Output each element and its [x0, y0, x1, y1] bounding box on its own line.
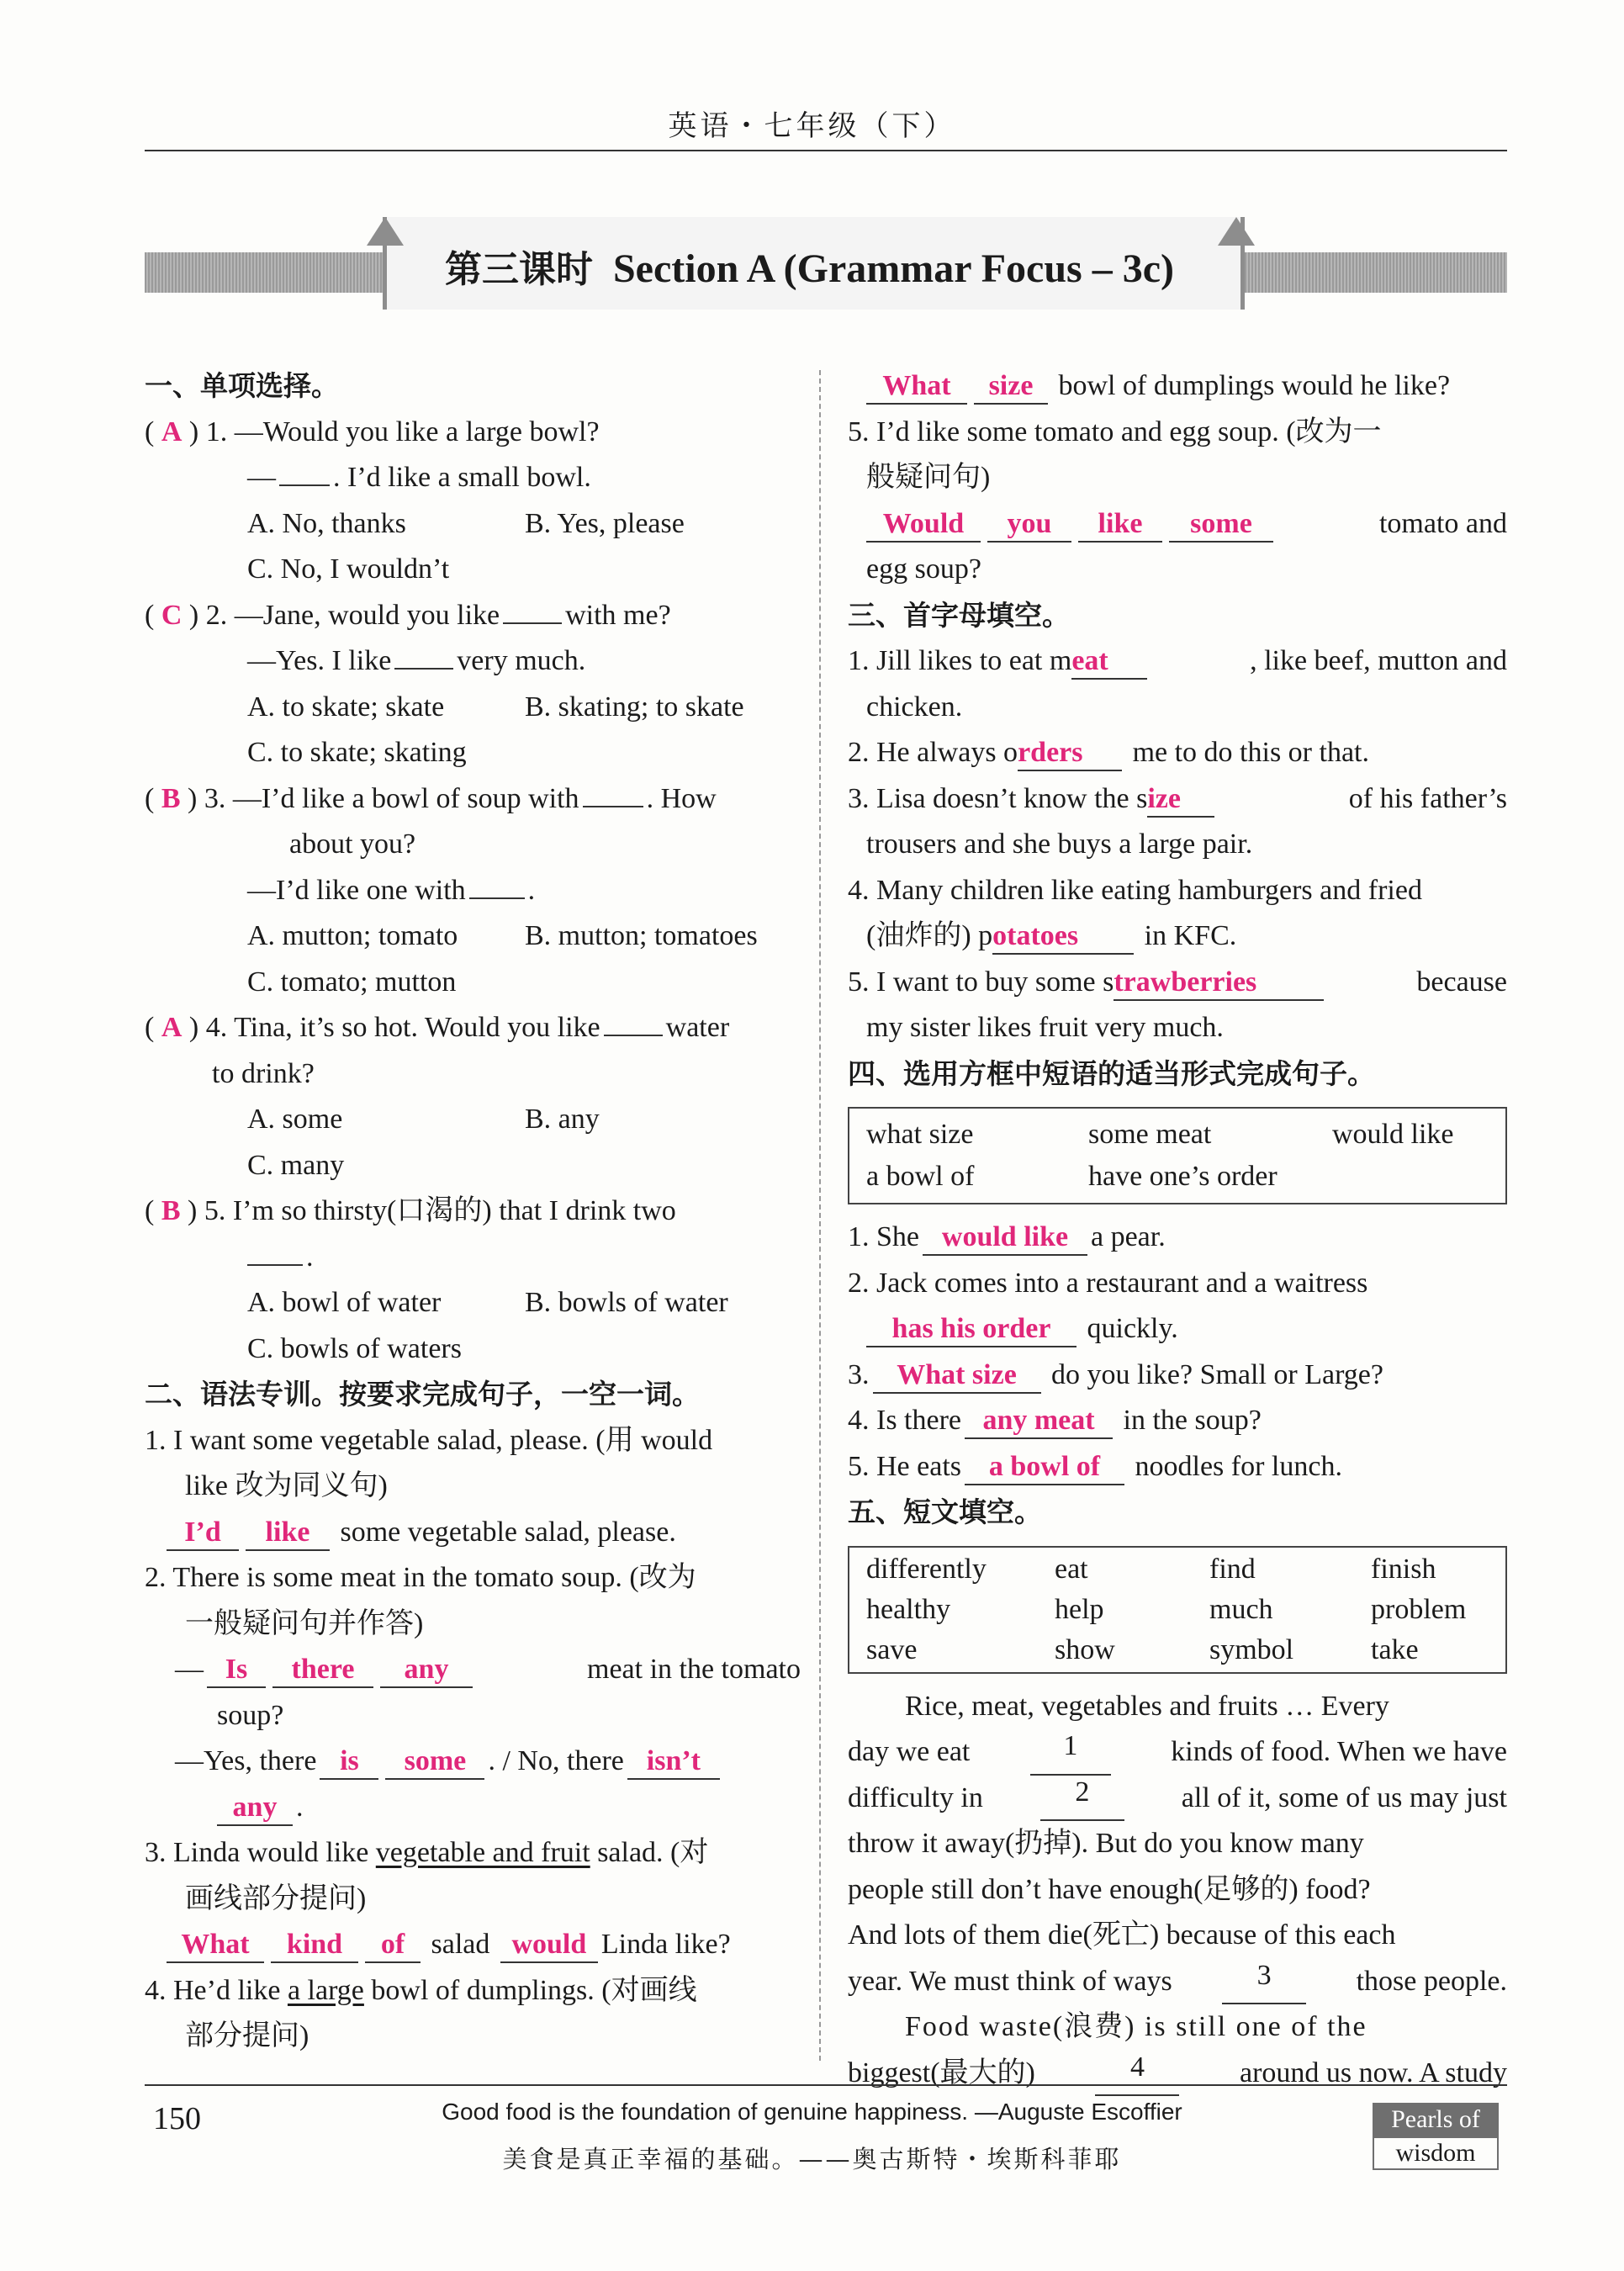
- s1-q4-option-c: C. many: [247, 1149, 345, 1181]
- s5-p3a: difficulty in: [848, 1781, 983, 1813]
- s1-q2-answer: C: [161, 599, 183, 631]
- s3-q4-post: in KFC.: [1144, 920, 1237, 951]
- s1-q3-option-c: C. tomato; mutton: [247, 966, 457, 998]
- s3-q1-line2: chicken.: [866, 691, 963, 723]
- section-2-heading: 二、语法专训。按要求完成句子，一空一词。: [145, 1378, 700, 1411]
- s1-q5-stem: ( B ) 5. I’m so thirsty(口渴的) that I drink two: [145, 1195, 676, 1226]
- s2-q2-blank6: [627, 1744, 720, 1780]
- s1-q2-stem: ( C ) 2. —Jane, would you like with me?: [145, 599, 671, 631]
- s3-q3-line2: trousers and she buys a large pair.: [866, 828, 1253, 860]
- s3-q5-blank: [1114, 966, 1324, 1001]
- s4-q2-line1: 2. Jack comes into a restaurant and a waitress: [848, 1267, 1368, 1299]
- s2-q2-blank4: [320, 1744, 378, 1780]
- s1-q4-text: ) 4. Tina, it’s so hot. Would you like: [188, 1012, 600, 1043]
- s1-q3-text: ) 3. —I’d like a bowl of soup with: [188, 782, 579, 814]
- s2-q5-stem2: 般疑问句): [866, 462, 991, 493]
- s3-q2-blank: [1018, 736, 1122, 771]
- s5-word-healthy: healthy: [866, 1593, 951, 1625]
- s3-q5-pre: 5. I want to buy some s: [848, 966, 1114, 998]
- s5-word-show: show: [1055, 1633, 1115, 1665]
- s5-blank-4: [1095, 2051, 1179, 2097]
- s5-blank-2: [1040, 1776, 1124, 1822]
- s1-q5-option-c: C. bowls of waters: [247, 1332, 462, 1364]
- s2-q2-stem: 2. There is some meat in the tomato soup. (改为: [145, 1562, 696, 1593]
- column-divider: [819, 370, 821, 2061]
- s1-q3-blank2: [469, 897, 525, 899]
- s5-p2a: day we eat: [848, 1736, 971, 1767]
- s1-q1-option-b: B. Yes, please: [525, 507, 685, 539]
- s2-q4-stem: [145, 1968, 801, 2014]
- s5-box-row3: [866, 1630, 1489, 1670]
- s2-q3-mid: salad: [431, 1929, 490, 1960]
- s5-blank-3-number: 3: [1256, 1959, 1272, 1991]
- s4-box-row2: [866, 1156, 1489, 1198]
- section-5-heading: 五、短文填空。: [848, 1495, 1042, 1528]
- s2-q2-reply-line: [145, 1739, 801, 1785]
- s1-q5-options: [145, 1280, 801, 1326]
- s2-q3-blank2: [271, 1928, 358, 1963]
- s1-q3-answer: B: [161, 782, 181, 814]
- s1-q1-line2: [145, 455, 801, 501]
- s5-blank-2-number: 2: [1075, 1776, 1090, 1808]
- s1-q3-option-b: B. mutton; tomatoes: [525, 920, 758, 951]
- s5-word-problem: problem: [1371, 1593, 1467, 1625]
- s2-q1-blank2: [246, 1516, 330, 1551]
- s5-passage-line4: throw it away(扔掉). But do you know many: [848, 1828, 1364, 1859]
- s2-q5-tail2: egg soup?: [866, 553, 981, 585]
- s4-q1-post: a pear.: [1091, 1221, 1166, 1252]
- s4-q3-pre: 3.: [848, 1358, 870, 1390]
- s4-phrase-what-size: what size: [866, 1119, 974, 1150]
- s3-q4-pre: (油炸的) p: [866, 920, 993, 951]
- s2-q2-answer6: isn’t: [646, 1745, 701, 1776]
- s4-q2-line2: [848, 1306, 1507, 1353]
- s1-q5-answer: B: [161, 1195, 181, 1226]
- footer-quote-zh: 美食是真正幸福的基础。——奥古斯特・埃斯科菲耶: [502, 2145, 1122, 2173]
- s1-q2-text-tail: with me?: [565, 599, 671, 631]
- s2-q2-blank2: [272, 1653, 373, 1688]
- s1-q1-blank: [279, 484, 330, 486]
- s2-q4-answer1: What: [882, 370, 951, 401]
- s4-phrase-would-like: would like: [1332, 1119, 1454, 1150]
- section-4-heading: 四、选用方框中短语的适当形式完成句子。: [848, 1056, 1375, 1090]
- s2-q5-blank4: [1169, 507, 1273, 543]
- s4-q3-answer: What size: [897, 1358, 1017, 1390]
- s2-q3-tail: Linda like?: [600, 1929, 731, 1960]
- s5-word-much: much: [1209, 1593, 1273, 1625]
- s4-phrase-box: [848, 1107, 1507, 1204]
- s2-q1-blank1: [167, 1516, 239, 1551]
- s3-q1-front: [848, 638, 1151, 685]
- s4-q2-answer: has his order: [891, 1313, 1051, 1344]
- s4-q5: [848, 1444, 1507, 1490]
- s2-q2-blank7: [217, 1791, 293, 1826]
- s1-q2-line2-text: —Yes. I like: [247, 645, 392, 676]
- s5-word-box: [848, 1546, 1507, 1674]
- s2-q1-answer-line: [145, 1510, 801, 1556]
- s2-q4-post: bowl of dumplings. (对画线: [371, 1974, 697, 2006]
- s1-q5-blank: [247, 1264, 303, 1266]
- s5-passage-line5: people still don’t have enough(足够的) food?: [848, 1873, 1371, 1905]
- s2-q2-blank1: [207, 1653, 266, 1688]
- s1-q2-text: ) 2. —Jane, would you like: [188, 599, 500, 631]
- s3-q5-answer: trawberries: [1114, 966, 1257, 998]
- s5-passage-line2: [848, 1729, 1507, 1776]
- s5-p9a: biggest(最大的): [848, 2057, 1035, 2088]
- s2-q3-pre: 3. Linda would like: [145, 1837, 369, 1868]
- s4-q4-post: in the soup?: [1123, 1405, 1262, 1436]
- s3-q5-line2: my sister likes fruit very much.: [866, 1012, 1224, 1043]
- s3-q1-post: , like beef, mutton and: [1250, 645, 1507, 676]
- s2-q2-tail: meat in the tomato: [587, 1654, 801, 1685]
- s4-q4-pre: 4. Is there: [848, 1405, 962, 1436]
- s2-q2-no: . / No, there: [488, 1745, 624, 1776]
- s2-q2-answer2: there: [291, 1654, 355, 1685]
- s4-q3-blank: [873, 1358, 1041, 1394]
- s5-passage-line8: Food waste(浪费) is still one of the: [905, 2011, 1367, 2042]
- s1-q1-option-c: C. No, I wouldn’t: [247, 553, 450, 585]
- s3-q5: [848, 960, 1507, 1006]
- s2-q5-blank1: [866, 507, 981, 543]
- s5-p7a: year. We must think of ways: [848, 1965, 1172, 1997]
- s1-q1-stem: ( A ) 1. —Would you like a large bowl?: [145, 416, 600, 447]
- s4-q3-post: do you like? Small or Large?: [1051, 1358, 1383, 1390]
- s1-q2-blank1: [503, 622, 562, 624]
- s2-q4-pre: 4. He’d like: [145, 1974, 281, 2006]
- s2-q3-post: salad. (对: [597, 1837, 709, 1868]
- s1-q2-option-a: A. to skate; skate: [247, 691, 445, 723]
- s2-q2-answer5: some: [404, 1745, 467, 1776]
- s5-word-eat: eat: [1055, 1553, 1088, 1585]
- s5-word-symbol: symbol: [1209, 1633, 1294, 1665]
- s2-q5-answer1: Would: [882, 507, 965, 539]
- s1-q3-line2: about you?: [289, 828, 416, 860]
- s5-word-find: find: [1209, 1553, 1256, 1585]
- s2-q3-underlined: vegetable and fruit: [375, 1837, 590, 1868]
- s2-q2-dash: —: [175, 1654, 204, 1685]
- s3-q3-answer: ize: [1147, 782, 1181, 814]
- header-rule: [145, 150, 1507, 151]
- s1-q1-line2-text: . I’d like a small bowl.: [333, 462, 591, 493]
- s5-blank-1: [1030, 1729, 1111, 1776]
- s1-q3-line3: [145, 868, 801, 914]
- s4-q5-post: noodles for lunch.: [1135, 1450, 1342, 1482]
- s3-q4-line2: [848, 913, 1507, 960]
- s4-q2-post: quickly.: [1087, 1313, 1178, 1344]
- s3-q3-pre: 3. Lisa doesn’t know the s: [848, 782, 1148, 814]
- s1-q4-text-tail: water: [665, 1012, 730, 1043]
- s1-q1-text: ) 1. —Would you like a large bowl?: [188, 416, 600, 447]
- s5-passage-line3: [848, 1776, 1507, 1822]
- s4-q4-answer: any meat: [982, 1405, 1095, 1436]
- s5-p7b: those people.: [1356, 1965, 1507, 1997]
- s5-word-finish: finish: [1371, 1553, 1436, 1585]
- s2-q5-answer2: you: [1007, 507, 1052, 539]
- s1-q4-line2: to drink?: [212, 1057, 315, 1089]
- s2-q5-tail: tomato and: [1378, 507, 1507, 539]
- s2-q5-blank3: [1078, 507, 1162, 543]
- section-1-heading: 一、单项选择。: [145, 369, 339, 402]
- s5-p1: Rice, meat, vegetables and fruits … Every: [905, 1690, 1389, 1722]
- s2-q4-stem2: 部分提问): [185, 2020, 309, 2051]
- s3-q3-post: of his father’s: [1348, 782, 1507, 814]
- s2-q2-answer1: Is: [225, 1654, 248, 1685]
- s3-q2-pre: 2. He always o: [848, 737, 1018, 768]
- lesson-title: [383, 239, 1236, 293]
- s1-q5-line2-tail: .: [306, 1241, 314, 1273]
- s5-word-save: save: [866, 1633, 918, 1665]
- s2-q1-stem2: like 改为同义句): [185, 1470, 388, 1501]
- section-3-heading: 三、首字母填空。: [848, 598, 1070, 632]
- s1-q3-stem: ( B ) 3. —I’d like a bowl of soup with . How: [145, 782, 717, 814]
- s2-q2-question-line: [145, 1647, 801, 1693]
- running-header: 英语・七年级（下）: [668, 109, 956, 143]
- s3-q2-answer: rders: [1018, 737, 1083, 768]
- s1-q5-line2: [145, 1235, 801, 1281]
- s1-q1-options: [145, 501, 801, 548]
- s4-phrase-a-bowl-of: a bowl of: [866, 1161, 975, 1192]
- s5-word-take: take: [1371, 1633, 1419, 1665]
- s1-q2-line2-tail: very much.: [457, 645, 586, 676]
- s4-box-row1: [866, 1114, 1489, 1156]
- s2-q2-end: .: [296, 1791, 304, 1823]
- s1-q2-option-c: C. to skate; skating: [247, 737, 467, 768]
- s3-q4-blank: [992, 919, 1134, 955]
- s5-p9b: around us now. A study: [1240, 2057, 1507, 2088]
- s1-q4-option-b: B. any: [525, 1104, 600, 1135]
- s2-q4-tail: bowl of dumplings would he like?: [1058, 370, 1451, 401]
- pearls-of-wisdom-label-top: Pearls of: [1373, 2103, 1499, 2136]
- s1-q2-line2: [145, 638, 801, 685]
- s4-q1-answer: would like: [941, 1221, 1069, 1252]
- s4-q5-blank: [965, 1450, 1124, 1485]
- s1-q4-option-a: A. some: [247, 1104, 343, 1135]
- s5-word-differently: differently: [866, 1553, 987, 1585]
- s2-q5-blanks: [866, 501, 1277, 548]
- s4-q2-blank: [866, 1312, 1076, 1347]
- s2-q4-underlined: a large: [287, 1974, 364, 2006]
- s5-blank-1-number: 1: [1063, 1730, 1078, 1761]
- s2-q5-answer4: some: [1190, 507, 1252, 539]
- s5-blank-3: [1222, 1959, 1306, 2005]
- s3-q3: [848, 776, 1507, 823]
- s2-q2-answer3: any: [404, 1654, 449, 1685]
- s3-q3-front: [848, 776, 1218, 823]
- s4-q4-blank: [965, 1404, 1113, 1439]
- s4-q4: [848, 1398, 1507, 1444]
- lesson-title-en: Section A (Grammar Focus – 3c): [612, 246, 1174, 291]
- s2-q3-blank3: [365, 1928, 421, 1963]
- s1-q3-text-tail: . How: [646, 782, 717, 814]
- s2-q2-tail2: soup?: [217, 1699, 284, 1731]
- s2-q3-stem2: 画线部分提问): [185, 1882, 367, 1914]
- s1-q3-options: [145, 913, 801, 960]
- s2-q1-tail: some vegetable salad, please.: [340, 1516, 676, 1548]
- s4-q1: [848, 1215, 1507, 1261]
- s1-q3-option-a: A. mutton; tomato: [247, 920, 458, 951]
- left-column: [145, 363, 801, 2060]
- s1-q2-blank2: [394, 668, 453, 670]
- s2-q2-reply-line2: [145, 1785, 801, 1831]
- s1-q3-line3-text: —I’d like one with: [247, 874, 466, 906]
- s3-q5-front: [848, 960, 1327, 1006]
- s5-p3b: all of it, some of us may just: [1181, 1781, 1507, 1813]
- s3-q4-answer: otatoes: [992, 920, 1079, 951]
- s1-q4-answer: A: [161, 1012, 183, 1043]
- s2-q2-blank5: [385, 1744, 484, 1780]
- s2-q3-answer2: kind: [286, 1929, 343, 1960]
- s1-q2-option-b: B. skating; to skate: [525, 691, 744, 723]
- s4-q3: [848, 1353, 1507, 1399]
- s1-q5-option-b: B. bowls of water: [525, 1287, 728, 1318]
- s4-phrase-some-meat: some meat: [1088, 1119, 1212, 1150]
- s2-q3-answer-line: [145, 1922, 801, 1968]
- s4-q5-pre: 5. He eats: [848, 1450, 962, 1482]
- s2-q2-stem2: 一般疑问句并作答): [185, 1607, 424, 1639]
- s2-q3-answer3: of: [380, 1929, 405, 1960]
- s3-q3-blank: [1147, 782, 1214, 818]
- s2-q2-blank3: [380, 1653, 473, 1688]
- s3-q5-post: because: [1416, 966, 1507, 998]
- right-column: [848, 363, 1507, 2096]
- s3-q1-answer: eat: [1071, 645, 1108, 676]
- s3-q1-pre: 1. Jill likes to eat m: [848, 645, 1072, 676]
- s2-q1-answer2: like: [265, 1516, 310, 1548]
- footer-rule: [145, 2084, 1507, 2086]
- s2-q5-blank2: [987, 507, 1071, 543]
- s2-q3-blank4: [500, 1928, 598, 1963]
- s5-passage-line6: And lots of them die(死亡) because of this each: [848, 1919, 1396, 1951]
- s4-q1-blank: [923, 1220, 1087, 1256]
- s4-q5-answer: a bowl of: [988, 1450, 1101, 1482]
- s2-q4-answer-line: [848, 363, 1507, 410]
- s2-q2-answer7: any: [232, 1791, 278, 1823]
- s2-q4-blank2: [974, 369, 1048, 405]
- s2-q3-stem: [145, 1830, 801, 1877]
- s5-box-row2: [866, 1590, 1489, 1630]
- s1-q4-blank: [604, 1035, 663, 1036]
- s1-q1-option-a: A. No, thanks: [247, 507, 406, 539]
- s2-q1-stem: 1. I want some vegetable salad, please. (用 would: [145, 1424, 713, 1456]
- footer-quote: Good food is the foundation of genuine happiness. —Auguste Escoffier: [442, 2099, 1182, 2125]
- s2-q2-question-blanks: [175, 1647, 476, 1693]
- s1-q4-stem: ( A ) 4. Tina, it’s so hot. Would you like water: [145, 1012, 730, 1043]
- s2-q5-stem: 5. I’d like some tomato and egg soup. (改为一: [848, 416, 1382, 447]
- s2-q5-answer-line: [848, 501, 1507, 548]
- s2-q3-answer4: would: [511, 1929, 587, 1960]
- page-number: 150: [153, 2101, 201, 2136]
- s2-q5-answer3: like: [1098, 507, 1143, 539]
- s5-blank-4-number: 4: [1129, 2051, 1145, 2083]
- s5-passage-line9: [848, 2051, 1507, 2097]
- s5-p2b: kinds of food. When we have: [1171, 1736, 1507, 1767]
- s3-q2: [848, 730, 1507, 776]
- s2-q2-answer4: is: [340, 1745, 359, 1776]
- s2-q3-answer1: What: [181, 1929, 250, 1960]
- s1-q1-dash: —: [247, 462, 276, 493]
- s3-q1: [848, 638, 1507, 685]
- s5-passage-line7: [848, 1959, 1507, 2005]
- s2-q3-blank1: [167, 1928, 264, 1963]
- s2-q1-answer1: I’d: [184, 1516, 221, 1548]
- s1-q2-options: [145, 685, 801, 731]
- s2-q4-answer2: size: [988, 370, 1034, 401]
- s5-passage-line1: [848, 1684, 1507, 1730]
- s1-q1-answer: A: [161, 416, 183, 447]
- pearls-of-wisdom-label-bottom: wisdom: [1373, 2136, 1499, 2170]
- s1-q5-text: ) 5. I’m so thirsty(口渴的) that I drink two: [188, 1195, 676, 1226]
- s2-q2-yes: —Yes, there: [175, 1745, 317, 1776]
- s2-q4-blank1: [866, 369, 967, 405]
- s1-q3-line3-tail: .: [527, 874, 536, 906]
- s1-q3-blank1: [583, 806, 643, 807]
- s1-q4-options: [145, 1097, 801, 1143]
- s3-q2-post: me to do this or that.: [1132, 737, 1369, 768]
- s1-q5-option-a: A. bowl of water: [247, 1287, 442, 1318]
- lesson-title-zh: 第三课时: [444, 248, 593, 291]
- s5-word-help: help: [1055, 1593, 1104, 1625]
- s4-phrase-have-ones-order: have one’s order: [1088, 1161, 1278, 1192]
- s4-q1-pre: 1. She: [848, 1221, 919, 1252]
- s5-box-row1: [866, 1549, 1489, 1590]
- s3-q1-blank: [1071, 644, 1147, 680]
- s3-q4-line1: 4. Many children like eating hamburgers and fried: [848, 874, 1422, 906]
